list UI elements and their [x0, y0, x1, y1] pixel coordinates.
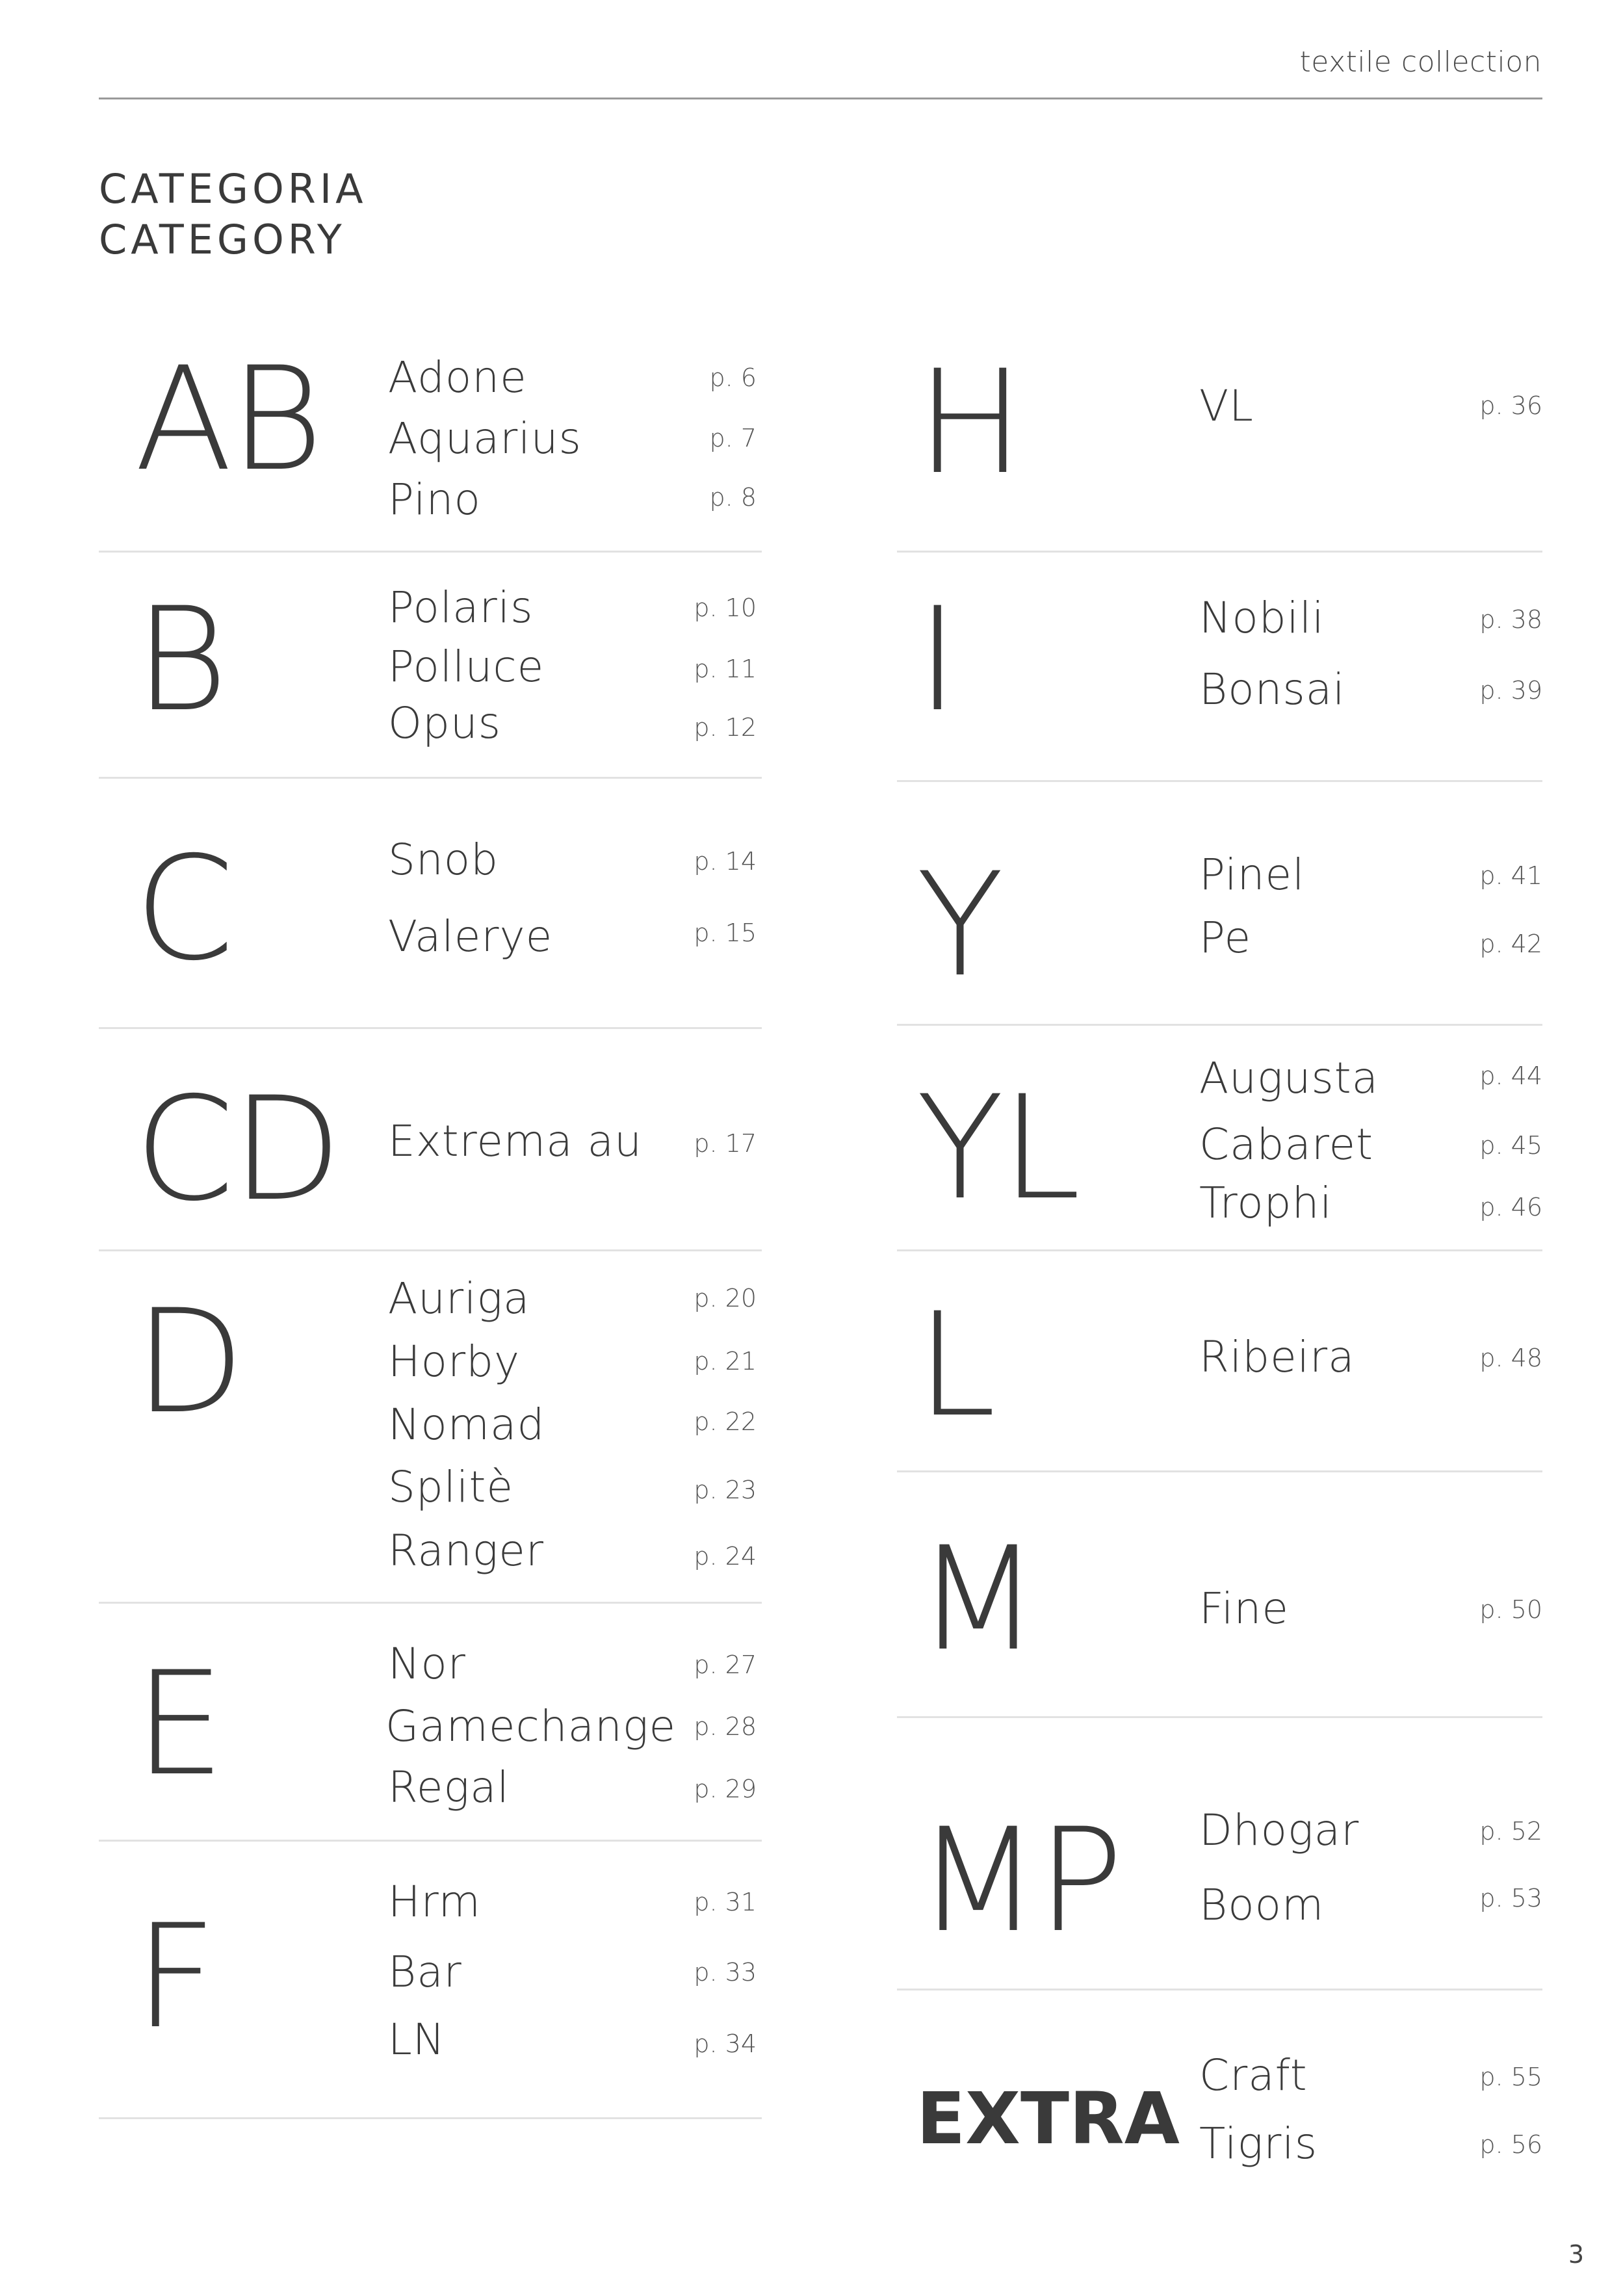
item-page: p. 6 — [709, 363, 757, 392]
category-letter: MP — [916, 1797, 1121, 1964]
category-letter: E — [135, 1641, 223, 1807]
item-name: Aquarius — [388, 413, 582, 463]
section-title — [99, 164, 367, 265]
item-name: Pe — [1199, 913, 1252, 963]
item-name: Dhogar — [1199, 1805, 1360, 1855]
item-page: p. 11 — [694, 655, 757, 683]
category-letter: C — [135, 826, 232, 992]
item-page: p. 31 — [694, 1888, 757, 1916]
divider — [99, 2117, 762, 2119]
item-name: Regal — [388, 1762, 510, 1812]
item-page: p. 12 — [694, 713, 757, 742]
item-name: Nor — [388, 1639, 466, 1689]
item-page: p. 39 — [1479, 676, 1542, 705]
item-name: VL — [1199, 381, 1254, 431]
item-page: p. 27 — [694, 1650, 757, 1679]
item-page: p. 17 — [694, 1129, 757, 1158]
item-page: p. 8 — [709, 483, 757, 512]
item-page: p. 55 — [1479, 2063, 1542, 2091]
item-name: Tigris — [1199, 2119, 1318, 2169]
item-name: Pinel — [1199, 850, 1305, 900]
category-block-m — [897, 1472, 1542, 1718]
item-page: p. 20 — [694, 1284, 757, 1312]
header-title: textile collection — [1299, 46, 1542, 79]
item-page: p. 33 — [694, 1958, 757, 1987]
item-name: Splitè — [388, 1462, 513, 1512]
header-rule — [99, 98, 1542, 99]
category-letter: YL — [916, 1065, 1078, 1231]
item-page: p. 50 — [1479, 1595, 1542, 1624]
page-number: 3 — [1568, 2240, 1584, 2269]
category-letter: B — [135, 577, 226, 743]
category-letter: AB — [135, 336, 321, 502]
item-page: p. 46 — [1479, 1193, 1542, 1221]
item-page: p. 10 — [694, 594, 757, 622]
item-name: Craft — [1199, 2050, 1308, 2100]
category-block-d — [99, 1251, 762, 1604]
category-letter: H — [916, 339, 1022, 506]
item-name: Ribeira — [1199, 1332, 1355, 1382]
item-name: Fine — [1199, 1584, 1289, 1634]
category-block-l — [897, 1251, 1542, 1472]
item-page: p. 48 — [1479, 1344, 1542, 1372]
item-page: p. 23 — [694, 1476, 757, 1504]
category-letter: I — [916, 577, 956, 743]
category-letter: CD — [135, 1066, 340, 1233]
item-name: Trophi — [1199, 1178, 1332, 1228]
item-page: p. 52 — [1479, 1817, 1542, 1846]
item-name: Polluce — [388, 642, 545, 692]
category-letter: L — [916, 1282, 994, 1448]
item-name: Augusta — [1199, 1053, 1379, 1103]
item-name: Boom — [1199, 1880, 1325, 1930]
item-name: Nomad — [388, 1400, 545, 1450]
item-page: p. 41 — [1479, 861, 1542, 890]
item-name: Pino — [388, 475, 481, 525]
item-page: p. 22 — [694, 1407, 757, 1436]
item-name: Gamechange — [385, 1701, 677, 1751]
item-page: p. 28 — [694, 1712, 757, 1741]
item-name: Bonsai — [1199, 664, 1345, 714]
category-block-b — [99, 553, 762, 779]
item-page: p. 44 — [1479, 1062, 1542, 1090]
item-name: Ranger — [388, 1526, 545, 1576]
category-block-h — [897, 325, 1542, 553]
item-page: p. 36 — [1479, 391, 1542, 420]
item-name: LN — [388, 2015, 446, 2065]
item-page: p. 53 — [1479, 1884, 1542, 1912]
section-title-italian: CATEGORIA — [99, 165, 367, 213]
category-block-f — [99, 1842, 762, 2119]
category-block-y — [897, 782, 1542, 1026]
category-block-cd — [99, 1029, 762, 1251]
category-block-e — [99, 1604, 762, 1842]
category-block-c — [99, 779, 762, 1029]
item-page: p. 56 — [1479, 2130, 1542, 2159]
item-name: Snob — [388, 835, 499, 885]
item-name: Polaris — [388, 582, 534, 633]
item-name: Extrema au — [388, 1116, 642, 1166]
category-block-yl — [897, 1026, 1542, 1251]
category-letter: D — [135, 1279, 242, 1445]
item-name: Adone — [388, 352, 527, 402]
item-name: Opus — [388, 698, 502, 748]
item-name: Horby — [388, 1337, 521, 1387]
item-name: Valerye — [388, 911, 553, 961]
category-block-mp — [897, 1718, 1542, 1990]
category-letter: M — [916, 1516, 1037, 1682]
item-page: p. 34 — [694, 2029, 757, 2058]
item-page: p. 21 — [694, 1347, 757, 1376]
section-title-english: CATEGORY — [99, 216, 346, 263]
item-page: p. 7 — [709, 424, 757, 452]
item-page: p. 24 — [694, 1542, 757, 1571]
category-letter: EXTRA — [916, 2077, 1180, 2160]
item-page: p. 15 — [694, 919, 757, 947]
category-block-extra — [897, 1990, 1542, 2197]
item-name: Cabaret — [1199, 1119, 1374, 1169]
category-block-i — [897, 553, 1542, 782]
item-page: p. 29 — [694, 1775, 757, 1803]
item-page: p. 14 — [694, 847, 757, 876]
item-name: Bar — [388, 1947, 462, 1997]
item-name: Auriga — [388, 1273, 530, 1324]
item-name: Hrm — [388, 1877, 481, 1927]
item-name: Nobili — [1199, 593, 1325, 643]
category-letter: Y — [916, 842, 1002, 1008]
item-page: p. 42 — [1479, 930, 1542, 958]
category-block-ab — [99, 325, 762, 553]
item-page: p. 38 — [1479, 605, 1542, 634]
item-page: p. 45 — [1479, 1131, 1542, 1160]
category-letter: F — [135, 1894, 214, 2060]
